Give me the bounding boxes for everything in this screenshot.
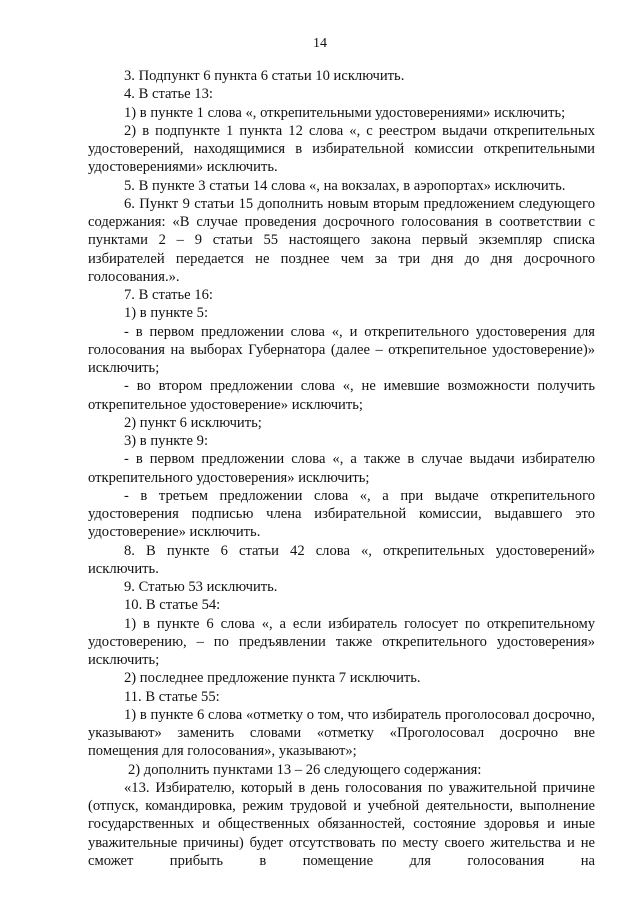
paragraph: 7. В статье 16: [124,287,213,303]
page-number: 14 [313,36,327,51]
paragraph: 2) дополнить пунктами 13 – 26 следующего содержания: [128,761,482,778]
paragraph: 9. Статью 53 исключить. [124,579,278,595]
paragraph: 11. В статье 55: [124,688,220,705]
paragraph: 6. Пункт 9 статьи 15 дополнить новым вторым предложением следующего содержания: «В случае проведения досрочного голосования в соответствии с пунктами 2 – 9 статьи 55 настоящего закона первый экземпляр списка избирателей передается не позднее чем за три дня до дня досрочного голосования.». [88,195,595,285]
paragraph: 1) в пункте 6 слова «, а если избиратель голосует по открепительному удостоверению, – по предъявлении также открепительного удостоверения» исключить; [88,615,595,668]
paragraph: 3. Подпункт 6 пункта 6 статьи 10 исключить. [124,68,405,84]
paragraph: 8. В пункте 6 статьи 42 слова «, открепительных удостоверений» исключить. [88,542,595,577]
paragraph: 3) в пункте 9: [124,433,209,449]
document-body [88,67,595,870]
paragraph: - во втором предложении слова «, не имевшие возможности получить открепительное удостоверение» исключить; [88,378,595,413]
paragraph: 10. В статье 54: [124,597,221,614]
paragraph: 1) в пункте 5: [124,305,209,322]
paragraph: 4. В статье 13: [124,86,213,103]
paragraph: - в третьем предложении слова «, а при выдаче открепительного удостоверения подписью члена избирательной комиссии, выдавшего это удостоверение» исключить. [88,487,595,541]
paragraph: 1) в пункте 1 слова «, открепительными удостоверениями» исключить; [124,104,566,121]
paragraph: - в первом предложении слова «, а также в случае выдачи избирателю открепительного удостоверения» исключить; [88,451,595,486]
paragraph: 2) пункт 6 исключить; [124,414,262,431]
paragraph: 1) в пункте 6 слова «отметку о том, что избиратель проголосовал досрочно, указывают» заменить словами «отметку «Проголосовал досрочно вне помещения для голосования», указывают»; [88,706,595,760]
paragraph: - в первом предложении слова «, и открепительного удостоверения для голосования на выборах Губернатора (далее – открепительное удостоверение)» исключить; [88,323,595,376]
paragraph: 2) в подпункте 1 пункта 12 слова «, с реестром выдачи открепительных удостоверений, находящимися в избирательной комиссии открепительными удостоверениями» исключить. [88,122,595,176]
paragraph: 2) последнее предложение пункта 7 исключить. [124,670,421,687]
paragraph: 5. В пункте 3 статьи 14 слова «, на вокзалах, в аэропортах» исключить. [124,177,566,194]
paragraph: «13. Избирателю, который в день голосования по уважительной причине (отпуск, командировка, режим трудовой и учебной деятельности, выполнение государственных и общественных обязанностей, состояние здоровья и иные уважительные причины) будет отсутствовать по месту своего жительства и не сможет прибыть в помещение для голосования на [88,779,595,869]
